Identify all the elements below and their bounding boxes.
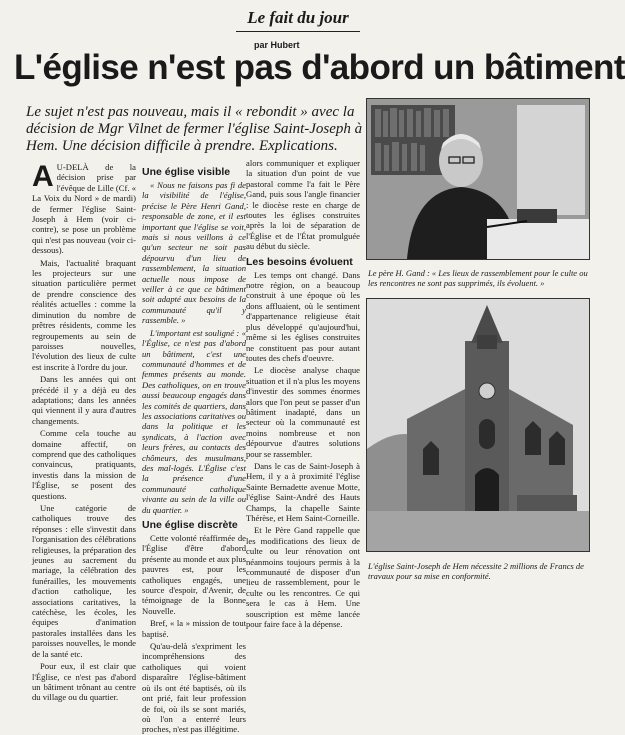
section-rubric: Le fait du jour [247,8,349,27]
body-text: U-DELÀ de la décision prise par l'évêque de Lille (Cf. « La Voix du Nord » de mardi) de fermer l'église Saint-Joseph à Hem (voir ci-contre), se pose un problème qui n'est pas nouveau (voir ci-dessous). [32,162,136,256]
rubric-divider [236,31,360,32]
column-3 [246,158,360,630]
column-1 [32,160,136,703]
body-paragraph: Pour eux, il est clair que l'Église, ce n'est pas d'abord un bâtiment trônant au centre du village ou du quartier. [32,661,136,703]
photo-caption: L'église Saint-Joseph de Hem nécessite 2 millions de Francs de travaux pour sa mise en conformité. [368,561,584,581]
body-paragraph: Comme cela touche au domaine affectif, on comprend que des catholiques convaincus, pratiquants, investis dans la mission de l'Église, se posent des questions. [32,428,136,501]
body-paragraph: Bref, « la » mission de tout baptisé. [142,618,246,639]
body-paragraph: Dans le cas de Saint-Joseph à Hem, il y a à proximité l'église Sainte Bernadette avenue Motte, l'église Saint-André des Hauts Champs, la chapelle Sainte Thérèse, et Hem Saint-Corneille. [246,460,360,523]
body-paragraph: Cette volonté réaffirmée de l'Église d'être d'abord présente au monde et aux plus pauvres est, pour les catholiques engagés, une source d'espoir, d'Avenir, de témoignage de la Bonne Nouvelle. [142,533,246,616]
column-2 [142,162,246,735]
church-photo [366,298,590,552]
subheading: Une église visible [142,166,231,178]
body-paragraph: Mais, l'actualité braquant les projecteurs sur une situation particulière permet de prendre conscience des réalités actuelles : comme la diminution du nombre de prêtres résidents, comme les regroupements au sein de paroisses nouvelles, l'évolution des lieux de culte est inscrite à l'ordre du jour. [32,257,136,372]
body-paragraph: Qu'au-delà s'expriment les incompréhensions des catholiques qui voient disparaître l'église-bâtiment où ils ont été baptisés, où ils ont prié, fait leur profession de foi, où ils se sont mariés, où l'on a enterré leurs proches, n'est pas illégitime. [142,641,246,735]
byline: par Hubert [254,40,300,50]
body-paragraph: Le diocèse analyse chaque situation et il n'a plus les moyens d'investir des sommes énormes alors que l'on peut se passer d'un bâtiment inadapté, dans un secteur où la communauté est moins nombreuse et non dépourvue d'autres solutions pour se rassembler. [246,365,360,459]
quote-paragraph: « Nous ne faisons pas fi de la visibilité de l'église, précise le Père Henri Gand, responsable de zone, et il est important que l'église se voit, mais si nous veillons à ce qu'un secteur ne soit pas dépourvu d'un lieu de rassemblement, la situation actuelle nous impose de veiller à ce que ce bâtiment soit adapté aux besoins de la communauté qu'il y rassemble. » [142,180,246,326]
opening-paragraph [32,162,136,256]
body-paragraph: Et le Père Gand rappelle que les modifications des lieux de culte ou leur rénovation ont néanmoins toujours permis à la communauté de disposer d'un lieu de rassemblement, pour le culte ou les rencontres. Ce qui sera le cas à Hem. Une souscription est même lancée pour faire face à la dépense. [246,525,360,630]
body-paragraph: alors communiquer et expliquer la situation d'un point de vue pastoral comme l'a fait le Père Gand, puis sous l'angle financier : le diocèse reste en charge de toutes les églises construites après la loi de séparation de l'Église et de l'État promulguée au début du siècle. [246,158,360,252]
subheading: Les besoins évoluent [246,255,353,268]
lead-paragraph: Le sujet n'est pas nouveau, mais il « rebondit » avec la décision de Mgr Vilnet de fermer l'église Saint-Joseph à Hem. Une décision difficile à prendre. Explications. [26,104,363,154]
drop-cap: A [32,160,54,193]
subheading: Une église discrète [142,519,238,531]
body-paragraph: Les temps ont changé. Dans notre région, on a beaucoup construit à une époque où les dons affluaient, où le sentiment d'appartenance religieuse était plus développé qu'aujourd'hui, même si les églises construites ne constituent pas pour autant toutes des chefs d'oeuvre. [246,269,360,363]
photo-caption: Le père H. Gand : « Les lieux de rassemblement pour le culte ou les rencontres ne sont pas supprimés, ils évoluent. » [368,268,588,288]
body-paragraph: Une catégorie de catholiques trouve des réponses : elle s'investit dans l'organisation des célébrations religieuses, la préparation des jeunes au sacrement du mariage, la célébration des funérailles, les mouvements d'action catholique, les associations caritatives, la catéchèse, les écoles, les équipes d'animation pastorales installées dans les paroisses nouvelles, le monde de la santé etc. [32,503,136,659]
headline: L'église n'est pas d'abord un bâtiment [14,48,625,87]
quote-paragraph: L'important est souligné : « l'Église, ce n'est pas d'abord un bâtiment, c'est une communauté d'hommes et de femmes présents au monde. Des catholiques, on en trouve aussi beaucoup engagés dans les comités de quartiers, dans les associations caritatives ou dans la politique et les syndicats, à l'action avec leurs frères, au contacts des chômeurs, des musulmans, des mal-logés. L'Église c'est la présence d'une communauté catholique vivante au sein de la ville ou du quartier. » [142,327,246,515]
priest-photo [366,98,590,260]
body-paragraph: Dans les années qui ont précédé il y a déjà eu des adaptations; dans les années qui viennent il y aura d'autres changements. [32,374,136,426]
